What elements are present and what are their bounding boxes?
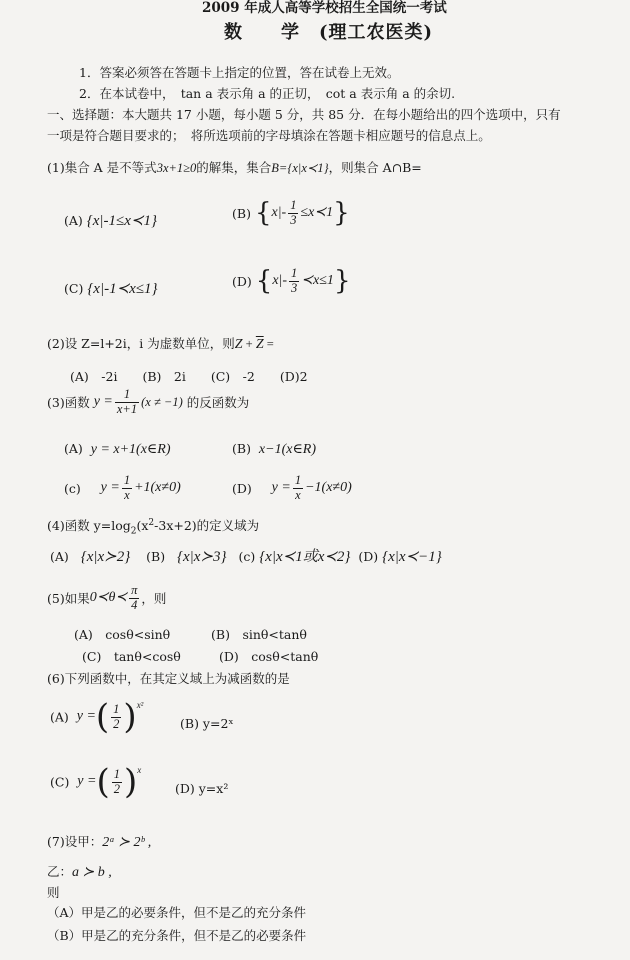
q3-option-a: [64, 441, 171, 459]
q6-option-c: (C) y =( $\frac{1}{2}$ )$^x$: [50, 762, 142, 802]
q1-option-c: [64, 280, 158, 298]
q3-y-eq: y =: [93, 393, 113, 409]
q1-stem-a: (1)集合 A 是不等式: [47, 160, 157, 175]
q1-option-b-post: ≤x≺1: [300, 205, 334, 221]
q3-stem-b: 的反函数为: [186, 394, 250, 410]
q7-condition-yi: a ≻ b ,: [72, 865, 112, 880]
q5-option-a: (A) cosθ<sinθ: [74, 627, 171, 642]
q6-option-a-label: (A): [50, 709, 69, 725]
q2-expr-plus: +: [242, 337, 256, 351]
q6-option-d: (D) y=x²: [175, 781, 229, 796]
q4-option-a-set: {x|x≻2}: [80, 549, 131, 565]
q3-stem-a: (3)函数: [47, 394, 90, 410]
note-2: 2．在本试卷中， tan a 表示角 a 的正切， cot a 表示角 a 的余切.: [79, 86, 456, 101]
q3-option-c-pre: y =: [100, 479, 120, 495]
q1-option-b-fraction: $\frac{1}{3}$: [290, 198, 297, 228]
q4-stem-sup: 2: [148, 518, 155, 528]
q4-option-c-set: {x|x≺1或x≺2}: [259, 549, 351, 565]
question-4-stem: [47, 518, 259, 537]
q4-option-b-label: (B): [146, 549, 166, 564]
question-5-stem: [47, 584, 166, 613]
q3-option-d: [232, 474, 352, 503]
question-6-stem: (6)下列函数中，在其定义域上为减函数的是: [47, 671, 290, 686]
q7-then: 则: [47, 885, 60, 900]
q4-option-c-label: (c): [238, 549, 256, 564]
q6-option-c-pre: y =: [77, 773, 97, 789]
q1-option-a: [64, 212, 157, 230]
q4-options: [50, 548, 442, 566]
q4-option-d-label: (D): [358, 549, 379, 564]
q5-stem-a: (5)如果: [47, 590, 90, 606]
q7-yi-line: [47, 864, 112, 882]
section-instructions-line2: 一项是符合题目要求的； 将所选项前的字母填涂在答题卡相应题号的信息点上。: [47, 128, 491, 143]
q1-stem-c: ，则集合 A∩B=: [328, 160, 422, 175]
section-instructions-line1: 一、选择题：本大题共 17 小题，每小题 5 分，共 85 分．在每小题给出的四个选项中，只有: [47, 107, 561, 122]
q3-option-d-fraction: $\frac{1}{x}$: [294, 473, 302, 502]
q3-option-a-label: (A): [64, 441, 83, 456]
q2-expr-zbar: $\overline{Z}$: [255, 337, 264, 352]
q1-option-d-label: (D): [232, 274, 252, 290]
q2-expr-z: Z: [234, 337, 243, 352]
q4-stem-a: (4)函数 y=log: [47, 518, 131, 534]
q7-option-a: （A）甲是乙的必要条件，但不是乙的充分条件: [47, 905, 307, 920]
q3-option-b: [232, 441, 316, 459]
q1-option-d-fraction: $\frac{1}{3}$: [291, 266, 298, 296]
q4-stem-c: -3x+2)的定义域为: [154, 518, 260, 534]
question-3-stem: [47, 388, 249, 417]
q4-option-a-label: (A): [50, 549, 69, 564]
q5-option-d: (D) cosθ<tanθ: [219, 649, 319, 664]
q7-yi-label: 乙：: [47, 864, 73, 879]
question-1-stem: [47, 160, 422, 176]
q1-option-b-label: (B): [232, 206, 251, 222]
q1-option-a-set: {x|-1≤x≺1}: [86, 213, 157, 229]
q7-stem: (7)设甲：: [47, 834, 103, 849]
exam-title: 2009 年成人高等学校招生全国统一考试: [202, 0, 447, 16]
q4-option-b-set: {x|x≻3}: [177, 549, 227, 565]
q2-expr-eq: =: [263, 337, 274, 351]
q3-option-c-post: +1(x≠0): [134, 479, 181, 495]
q3-option-a-expr: y = x+1(x∈R): [90, 442, 171, 457]
q3-option-c-fraction: $\frac{1}{x}$: [123, 473, 131, 502]
q2-stem: (2)设 Z=l+2i，i 为虚数单位，则: [47, 336, 235, 351]
q6-option-c-fraction: $\frac{1}{2}$: [113, 766, 120, 796]
q3-condition: (x ≠ −1): [141, 394, 183, 409]
q6-option-a-fraction: $\frac{1}{2}$: [113, 701, 120, 731]
q3-option-d-label: (D): [232, 480, 252, 496]
q5-inequality: 0≺θ≺: [89, 589, 128, 605]
q3-option-c: [64, 474, 181, 503]
q3-option-b-label: (B): [232, 441, 251, 456]
note-1: 1．答案必须答在答题卡上指定的位置，答在试卷上无效。: [79, 65, 400, 80]
q2-options: (A) -2i (B) 2i (C) -2 (D)2: [70, 369, 308, 384]
q3-option-c-label: (c): [64, 480, 81, 496]
q6-option-b: (B) y=2ˣ: [180, 716, 234, 731]
q6-option-a-exponent: x²: [136, 700, 144, 710]
q3-option-d-pre: y =: [271, 479, 291, 495]
q7-option-b: （B）甲是乙的充分条件，但不是乙的必要条件: [47, 928, 307, 943]
q1-option-c-label: (C): [64, 281, 84, 296]
q4-stem-sub: 2: [130, 526, 137, 537]
q1-option-a-label: (A): [64, 213, 83, 228]
q1-stem-b: 的解集，集合: [196, 160, 272, 175]
exam-subject: 数 学 (理工农医类): [224, 22, 434, 43]
q1-option-d-post: ≺x≤1: [301, 273, 334, 289]
q1-option-c-set: {x|-1≺x≤1}: [87, 281, 158, 297]
q6-option-a: (A) y =( $\frac{1}{2}$ )$^{x^2}$: [50, 697, 144, 737]
q5-option-b: (B) sinθ<tanθ: [211, 627, 307, 642]
q1-option-b: (B) {x|- $\frac{1}{3}$ ≤x≺1}: [232, 198, 350, 228]
q4-option-d-set: {x|x≺−1}: [382, 549, 442, 565]
q1-option-d-pre: x|-: [272, 273, 288, 289]
q4-stem-b: (x: [136, 518, 149, 534]
q3-option-b-expr: x−1(x∈R): [258, 442, 317, 457]
q5-stem-b: ，则: [141, 590, 167, 606]
q6-option-c-label: (C): [50, 774, 70, 790]
q5-option-c: (C) tanθ<cosθ: [82, 649, 181, 664]
q3-fraction: $\frac{1}{x+1}$: [116, 387, 138, 416]
question-7-stem: [47, 834, 151, 852]
q7-condition-jia: 2ᵃ ≻ 2ᵇ ,: [102, 835, 152, 850]
q1-set-b: B={x|x≺1}: [271, 161, 329, 175]
q1-option-d: (D) {x|- $\frac{1}{3}$ ≺x≤1}: [232, 266, 351, 296]
q1-option-b-pre: x|-: [271, 205, 287, 221]
q6-option-a-pre: y =: [76, 708, 96, 724]
q5-fraction: $\frac{\pi}{4}$: [131, 583, 138, 612]
q3-option-d-post: −1(x≠0): [305, 479, 352, 495]
q1-inequality: 3x+1≥0: [156, 161, 197, 175]
q6-option-c-exponent: x: [137, 765, 142, 775]
question-2-stem: [47, 336, 274, 354]
